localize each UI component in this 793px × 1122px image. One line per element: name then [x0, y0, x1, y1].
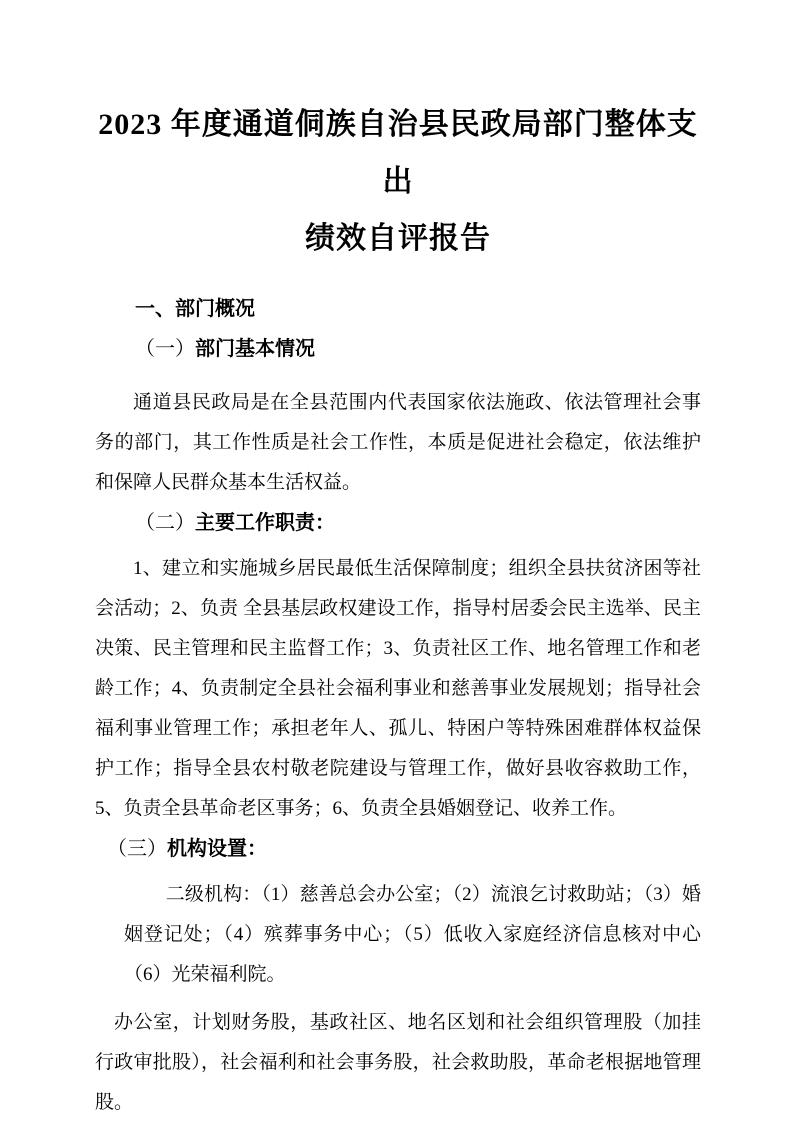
- subsection-structure-number: （三）: [107, 838, 167, 860]
- document-title-line1: 2023 年度通道侗族自治县民政局部门整体支出: [98, 108, 698, 198]
- section-heading-overview: 一、部门概况: [135, 298, 255, 320]
- paragraph-duties-body: 1、建立和实施城乡居民最低生活保障制度；组织全县扶贫济困等社会活动；2、负责 全县基层政权建设工作，指导村居委会民主选举、民主决策、民主管理和民主监督工作；3、负责社区工作、地名管理工作和老龄工作；4、负责制定全县社会福利事业和慈善事业发展规划；指导社会福利事业管理工作；承担老年人、孤儿、特困户等特殊困难群体权益保护工作；指导全县农村敬老院建设与管理工作，做好县收容救助工作，5、负责全县革命老区事务；6、负责全县婚姻登记、收养工作。: [95, 558, 701, 819]
- subsection-basic-info-title: 部门基本情况: [195, 338, 315, 360]
- document-title-line2: 绩效自评报告: [305, 222, 491, 255]
- subsection-basic-info-number: （一）: [135, 338, 195, 360]
- paragraph-basic-info-body: 通道县民政局是在全县范围内代表国家依法施政、依法管理社会事务的部门，其工作性质是社会工作性，本质是促进社会稳定，依法维护和保障人民群众基本生活权益。: [95, 392, 701, 493]
- subsection-structure-title: 机构设置：: [167, 838, 267, 860]
- subsection-duties-title: 主要工作职责：: [195, 512, 335, 534]
- paragraph-structure-offices: 办公室，计划财务股，基政社区、地名区划和社会组织管理股（加挂行政审批股），社会福利和社会事务股，社会救助股，革命老根据地管理股。: [95, 1012, 701, 1113]
- subsection-duties-number: （二）: [135, 512, 195, 534]
- subsection-heading-basic-info: [95, 329, 701, 369]
- document-title: [95, 96, 701, 267]
- paragraph-structure-institutions: 二级机构：（1）慈善总会办公室；（2）流浪乞讨救助站；（3）婚姻登记处；（4）殡葬事务中心；（5）低收入家庭经济信息核对中心（6）光荣福利院。: [124, 884, 701, 985]
- subsection-heading-structure: [95, 829, 701, 869]
- subsection-heading-duties: [95, 503, 701, 543]
